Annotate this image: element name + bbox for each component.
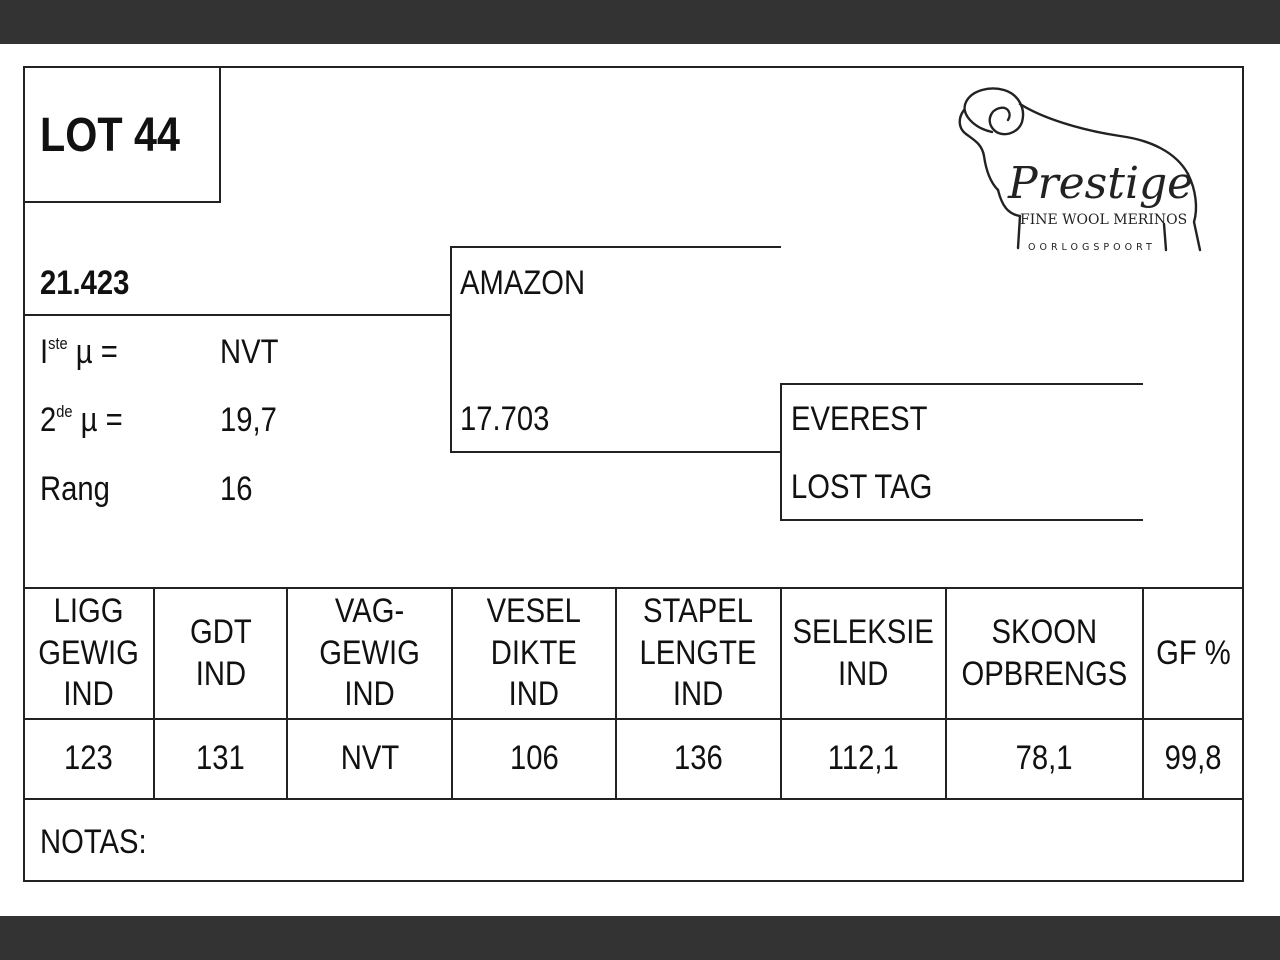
value-vesel-dikte [453, 720, 615, 798]
header-label: VAG- GEWIG IND [319, 592, 420, 714]
svg-text:OORLOGSPOORT: OORLOGSPOORT [1028, 242, 1156, 253]
header-label: STAPEL LENGTE IND [639, 592, 757, 714]
header-label: LIGG GEWIG IND [38, 592, 139, 714]
prestige-logo [950, 82, 1220, 260]
notes-label: NOTAS: [40, 823, 147, 861]
table-bottom-line [23, 798, 1244, 800]
header-label: GF % [1155, 633, 1231, 672]
first-micron-value: NVT [220, 333, 279, 371]
value-text: 78,1 [1016, 739, 1073, 778]
sire-dam-id: 17.703 [460, 400, 550, 438]
header-stapel-lengte [617, 589, 780, 718]
lot-box-right-border [219, 66, 221, 202]
header-vag-gewig [288, 589, 451, 718]
value-gf-percent [1144, 720, 1242, 798]
value-text: NVT [340, 739, 399, 778]
dam-dam-bottom-line [781, 519, 1143, 521]
svg-text:Prestige: Prestige [1008, 158, 1194, 209]
header-gdt [155, 589, 286, 718]
rank-value: 16 [220, 470, 253, 508]
value-seleksie [782, 720, 945, 798]
sire-sire-name: AMAZON [460, 264, 586, 302]
value-text: 99,8 [1164, 739, 1222, 778]
value-stapel-lengte [617, 720, 780, 798]
first-micron-label: Iste µ = [40, 333, 118, 371]
sire-dam-bottom-line [451, 451, 781, 453]
value-ligg-gewig [24, 720, 153, 798]
value-text: 112,1 [827, 739, 900, 778]
sire-underline [23, 314, 452, 316]
value-text: 123 [64, 739, 113, 778]
lot-title: LOT 44 [40, 109, 180, 162]
header-label: GDT IND [189, 613, 252, 693]
header-label: VESEL DIKTE IND [486, 592, 582, 714]
header-vesel-dikte [453, 589, 615, 718]
sire-sire-top-line [451, 246, 781, 248]
value-vag-gewig [288, 720, 451, 798]
second-micron-label: 2de µ = [40, 401, 123, 439]
value-text: 131 [196, 739, 245, 778]
rank-label: Rang [40, 470, 110, 508]
sire-id: 21.423 [40, 264, 130, 302]
value-text: 106 [509, 739, 559, 778]
dam-bracket-line [780, 383, 782, 521]
header-label: SELEKSIE IND [792, 613, 935, 693]
header-seleksie [782, 589, 945, 718]
sire-bracket-line [450, 246, 452, 453]
value-text: 136 [674, 739, 723, 778]
svg-text:FINE WOOL MERINOS: FINE WOOL MERINOS [1020, 212, 1188, 228]
value-gdt [155, 720, 286, 798]
header-gf-percent [1144, 589, 1242, 718]
value-skoon-opbrengs [947, 720, 1142, 798]
dam-dam-name: LOST TAG [791, 468, 933, 506]
lot-box-bottom-border [23, 201, 221, 203]
dam-sire-name: EVEREST [791, 400, 928, 438]
header-label: SKOON OPBRENGS [961, 613, 1128, 693]
second-micron-value: 19,7 [220, 401, 277, 439]
header-skoon-opbrengs [947, 589, 1142, 718]
header-ligg-gewig [24, 589, 153, 718]
dam-sire-top-line [781, 383, 1143, 385]
